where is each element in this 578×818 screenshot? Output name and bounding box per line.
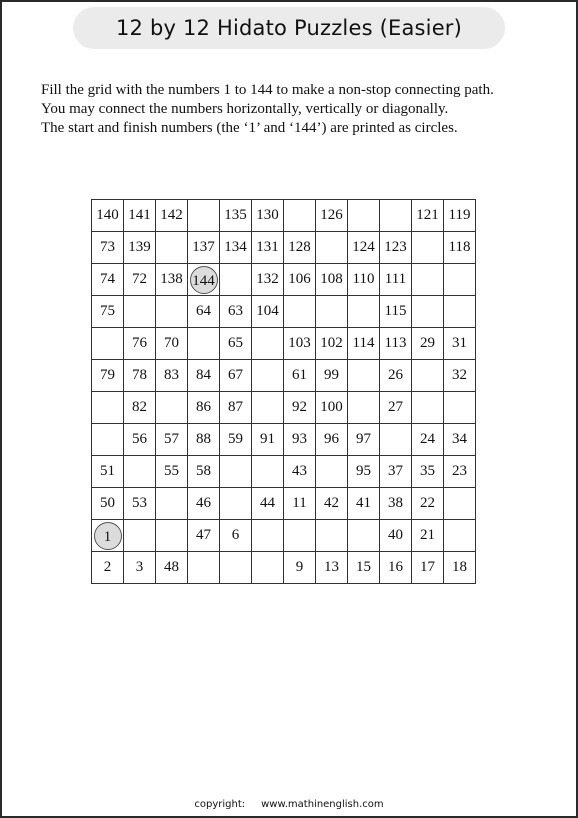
grid-cell-empty[interactable]: [124, 296, 156, 328]
cell-number: 132: [256, 271, 279, 287]
grid-cell-empty[interactable]: [156, 232, 188, 264]
cell-number: 17: [420, 559, 435, 575]
cell-number: 2: [103, 559, 112, 575]
grid-cell-given: [156, 200, 188, 232]
grid-cell-given: [348, 424, 380, 456]
cell-number: 115: [384, 303, 407, 319]
cell-number: 88: [196, 431, 211, 447]
cell-number: 87: [228, 399, 243, 415]
grid-cell-empty[interactable]: [124, 520, 156, 552]
grid-cell-given: [316, 392, 348, 424]
grid-row: [92, 456, 476, 488]
grid-cell-given: [252, 296, 284, 328]
grid-cell-empty[interactable]: [444, 520, 476, 552]
grid-cell-given: [412, 424, 444, 456]
cell-number: 59: [228, 431, 243, 447]
cell-number: 113: [384, 335, 407, 351]
circled-number: 1: [94, 522, 122, 550]
grid-cell-given: [252, 232, 284, 264]
cell-number: 123: [384, 239, 407, 255]
grid-cell-empty[interactable]: [252, 552, 284, 584]
grid-cell-given: [92, 456, 124, 488]
cell-number: 40: [388, 527, 403, 543]
cell-number: 95: [356, 463, 371, 479]
grid-cell-empty[interactable]: [348, 360, 380, 392]
cell-number: 76: [132, 335, 147, 351]
cell-number: 58: [196, 463, 211, 479]
cell-number: 15: [356, 559, 371, 575]
cell-number: 73: [100, 239, 115, 255]
grid-cell-given: [220, 328, 252, 360]
cell-number: 103: [288, 335, 311, 351]
cell-number: 67: [228, 367, 243, 383]
grid-cell-given: [92, 264, 124, 296]
cell-number: 104: [256, 303, 279, 319]
grid-cell-empty[interactable]: [188, 200, 220, 232]
grid-cell-given: [412, 552, 444, 584]
cell-number: 21: [420, 527, 435, 543]
cell-number: 83: [164, 367, 179, 383]
cell-number: 79: [100, 367, 115, 383]
grid-cell-given: [284, 360, 316, 392]
grid-cell-given: [252, 264, 284, 296]
grid-cell-empty[interactable]: [444, 264, 476, 296]
grid-cell-given: [220, 424, 252, 456]
grid-cell-given: [412, 520, 444, 552]
grid-cell-given: [348, 232, 380, 264]
grid-cell-given: [124, 264, 156, 296]
cell-number: 75: [100, 303, 115, 319]
grid-cell-given: [188, 360, 220, 392]
instruction-line: The start and finish numbers (the ‘1’ and ‘144’) are printed as circles.: [41, 120, 458, 136]
cell-number: 35: [420, 463, 435, 479]
grid-cell-given: [348, 552, 380, 584]
grid-cell-empty[interactable]: [284, 200, 316, 232]
grid-cell-empty[interactable]: [444, 296, 476, 328]
grid-cell-given: [220, 200, 252, 232]
grid-cell-empty[interactable]: [444, 392, 476, 424]
cell-number: 135: [224, 207, 247, 223]
grid-cell-empty[interactable]: [412, 296, 444, 328]
grid-cell-given: [188, 488, 220, 520]
grid-row: [92, 424, 476, 456]
cell-number: 34: [452, 431, 467, 447]
grid-cell-given: [380, 264, 412, 296]
cell-number: 22: [420, 495, 435, 511]
grid-cell-empty[interactable]: [220, 488, 252, 520]
grid-cell-empty[interactable]: [348, 296, 380, 328]
cell-number: 106: [288, 271, 311, 287]
grid-cell-empty[interactable]: [252, 392, 284, 424]
grid-cell-given: [188, 456, 220, 488]
grid-cell-given: [188, 424, 220, 456]
grid-cell-given: [124, 552, 156, 584]
cell-number: 18: [452, 559, 467, 575]
cell-number: 140: [96, 207, 119, 223]
grid-cell-given: [156, 456, 188, 488]
cell-number: 108: [320, 271, 343, 287]
cell-number: 50: [100, 495, 115, 511]
grid-cell-given: [284, 264, 316, 296]
cell-number: 51: [100, 463, 115, 479]
cell-number: 124: [352, 239, 375, 255]
grid-cell-empty[interactable]: [316, 456, 348, 488]
grid-cell-given: [220, 520, 252, 552]
grid-cell-empty[interactable]: [412, 360, 444, 392]
cell-number: 27: [388, 399, 403, 415]
grid-cell-empty[interactable]: [252, 360, 284, 392]
cell-number: 55: [164, 463, 179, 479]
hidato-grid: [91, 199, 476, 584]
cell-number: 61: [292, 367, 307, 383]
circled-number: 144: [190, 266, 218, 294]
cell-number: 141: [128, 207, 151, 223]
cell-number: 63: [228, 303, 243, 319]
grid-cell-given: [316, 424, 348, 456]
grid-cell-given: [124, 232, 156, 264]
cell-number: 82: [132, 399, 147, 415]
cell-number: 53: [132, 495, 147, 511]
grid-cell-given: [124, 328, 156, 360]
grid-cell-given: [124, 200, 156, 232]
grid-cell-empty[interactable]: [92, 424, 124, 456]
grid-cell-given: [380, 392, 412, 424]
grid-cell-given: [348, 264, 380, 296]
grid-cell-given: [380, 232, 412, 264]
grid-cell-given: [252, 424, 284, 456]
grid-cell-empty[interactable]: [156, 520, 188, 552]
grid-cell-given: [284, 456, 316, 488]
cell-number: 131: [256, 239, 279, 255]
grid-row: [92, 360, 476, 392]
grid-cell-given: [348, 328, 380, 360]
cell-number: 99: [324, 367, 339, 383]
grid-cell-given: [444, 456, 476, 488]
grid-cell-given: [124, 424, 156, 456]
cell-number: 74: [100, 271, 115, 287]
grid-row: [92, 552, 476, 584]
grid-cell-empty[interactable]: [412, 232, 444, 264]
grid-cell-empty[interactable]: [412, 264, 444, 296]
grid-cell-given: [284, 424, 316, 456]
grid-cell-empty[interactable]: [220, 552, 252, 584]
grid-cell-given: [316, 200, 348, 232]
cell-number: 24: [420, 431, 435, 447]
grid-cell-given: [316, 328, 348, 360]
cell-number: 31: [452, 335, 467, 351]
grid-cell-given: [316, 552, 348, 584]
grid-row: [92, 328, 476, 360]
cell-number: 100: [320, 399, 343, 415]
grid-cell-given: [284, 392, 316, 424]
grid-cell-given: [284, 232, 316, 264]
cell-number: 38: [388, 495, 403, 511]
grid-cell-empty[interactable]: [316, 520, 348, 552]
cell-number: 13: [324, 559, 339, 575]
grid-row: [92, 488, 476, 520]
instructions: [41, 81, 561, 138]
grid-cell-given: [124, 360, 156, 392]
grid-cell-given: [188, 296, 220, 328]
grid-cell-given: [220, 296, 252, 328]
grid-cell-given: [156, 424, 188, 456]
grid-cell-given: [188, 232, 220, 264]
grid-cell-empty[interactable]: [380, 200, 412, 232]
grid-cell-empty[interactable]: [124, 456, 156, 488]
cell-number: 78: [132, 367, 147, 383]
grid-cell-given: [380, 488, 412, 520]
grid-cell-empty[interactable]: [156, 488, 188, 520]
cell-number: 111: [384, 271, 407, 287]
grid-cell-empty[interactable]: [284, 520, 316, 552]
cell-number: 9: [295, 559, 304, 575]
cell-number: 126: [320, 207, 343, 223]
cell-number: 70: [164, 335, 179, 351]
grid-cell-given: [348, 488, 380, 520]
cell-number: 41: [356, 495, 371, 511]
cell-number: 91: [260, 431, 275, 447]
cell-number: 114: [352, 335, 375, 351]
cell-number: 84: [196, 367, 211, 383]
grid-cell-given: [252, 200, 284, 232]
title-text: 12 by 12 Hidato Puzzles (Easier): [115, 16, 463, 40]
grid-cell-empty[interactable]: [380, 424, 412, 456]
grid-cell-given: [348, 456, 380, 488]
grid-cell-empty[interactable]: [220, 456, 252, 488]
grid-cell-given: [92, 200, 124, 232]
grid-cell-given: [92, 488, 124, 520]
grid-cell-given: [412, 200, 444, 232]
grid-cell-given: [444, 424, 476, 456]
copyright-site: www.mathinenglish.com: [261, 799, 384, 810]
grid-cell-given: [284, 488, 316, 520]
grid-cell-given: [156, 328, 188, 360]
grid-cell-empty[interactable]: [348, 392, 380, 424]
grid-cell-given: [124, 488, 156, 520]
grid-cell-empty[interactable]: [444, 488, 476, 520]
grid-cell-given: [316, 488, 348, 520]
cell-number: 134: [224, 239, 247, 255]
cell-number: 37: [388, 463, 403, 479]
cell-number: 11: [292, 495, 307, 511]
cell-number: 44: [260, 495, 275, 511]
grid-cell-empty[interactable]: [92, 328, 124, 360]
cell-number: 46: [196, 495, 211, 511]
cell-number: 56: [132, 431, 147, 447]
cell-number: 102: [320, 335, 343, 351]
cell-number: 72: [132, 271, 147, 287]
grid-cell-given: [380, 552, 412, 584]
grid-cell-given: [444, 552, 476, 584]
cell-number: 43: [292, 463, 307, 479]
grid-cell-given: [188, 392, 220, 424]
grid-cell-given: [220, 360, 252, 392]
grid-row: [92, 296, 476, 328]
cell-number: 142: [160, 207, 183, 223]
grid-cell-given: [412, 328, 444, 360]
footer: [0, 799, 578, 810]
cell-number: 128: [288, 239, 311, 255]
cell-number: 65: [228, 335, 243, 351]
grid-cell-given: [220, 392, 252, 424]
cell-number: 121: [416, 207, 439, 223]
grid-cell-given: [92, 296, 124, 328]
cell-number: 23: [452, 463, 467, 479]
grid-cell-given: [92, 360, 124, 392]
grid-row: [92, 520, 476, 552]
grid-cell-given: [380, 360, 412, 392]
cell-number: 130: [256, 207, 279, 223]
grid-cell-given: [220, 232, 252, 264]
grid-cell-empty[interactable]: [252, 456, 284, 488]
grid-cell-empty[interactable]: [188, 552, 220, 584]
grid-cell-given: [92, 520, 124, 552]
cell-number: 86: [196, 399, 211, 415]
cell-number: 16: [388, 559, 403, 575]
cell-number: 26: [388, 367, 403, 383]
grid-cell-empty[interactable]: [252, 520, 284, 552]
cell-number: 137: [192, 239, 215, 255]
grid-cell-given: [444, 232, 476, 264]
grid-cell-given: [156, 552, 188, 584]
instruction-line: You may connect the numbers horizontally, vertically or diagonally.: [41, 101, 449, 117]
grid-cell-empty[interactable]: [252, 328, 284, 360]
cell-number: 42: [324, 495, 339, 511]
grid-cell-given: [412, 456, 444, 488]
grid-cell-given: [316, 360, 348, 392]
grid-cell-given: [156, 264, 188, 296]
grid-cell-empty[interactable]: [188, 328, 220, 360]
grid-cell-given: [188, 520, 220, 552]
grid-cell-given: [412, 488, 444, 520]
grid-cell-empty[interactable]: [156, 392, 188, 424]
grid-cell-given: [284, 552, 316, 584]
grid-cell-given: [380, 296, 412, 328]
grid-row: [92, 264, 476, 296]
grid-cell-given: [380, 328, 412, 360]
worksheet-title: [73, 7, 505, 49]
grid-cell-empty[interactable]: [316, 232, 348, 264]
grid-row: [92, 232, 476, 264]
grid-row: [92, 392, 476, 424]
cell-number: 48: [164, 559, 179, 575]
grid-cell-empty[interactable]: [316, 296, 348, 328]
cell-number: 96: [324, 431, 339, 447]
grid-cell-empty[interactable]: [348, 520, 380, 552]
grid-cell-empty[interactable]: [92, 392, 124, 424]
grid-cell-empty[interactable]: [220, 264, 252, 296]
grid-cell-given: [380, 456, 412, 488]
cell-number: 139: [128, 239, 151, 255]
grid-cell-empty[interactable]: [412, 392, 444, 424]
cell-number: 47: [196, 527, 211, 543]
grid-cell-given: [380, 520, 412, 552]
cell-number: 97: [356, 431, 371, 447]
cell-number: 92: [292, 399, 307, 415]
grid-cell-given: [124, 392, 156, 424]
cell-number: 3: [135, 559, 144, 575]
grid-cell-given: [92, 552, 124, 584]
grid-cell-empty[interactable]: [156, 296, 188, 328]
grid-row: [92, 200, 476, 232]
copyright-label: copyright:: [194, 799, 246, 810]
cell-number: 138: [160, 271, 183, 287]
grid-cell-given: [316, 264, 348, 296]
grid-cell-given: [92, 232, 124, 264]
grid-cell-given: [284, 328, 316, 360]
cell-number: 119: [448, 207, 471, 223]
grid-cell-empty[interactable]: [348, 200, 380, 232]
instruction-line: Fill the grid with the numbers 1 to 144 to make a non-stop connecting path.: [41, 82, 494, 98]
grid-cell-given: [444, 328, 476, 360]
cell-number: 110: [352, 271, 375, 287]
cell-number: 6: [231, 527, 240, 543]
cell-number: 32: [452, 367, 467, 383]
grid-cell-given: [444, 360, 476, 392]
cell-number: 29: [420, 335, 435, 351]
grid-cell-given: [252, 488, 284, 520]
cell-number: 118: [448, 239, 471, 255]
cell-number: 93: [292, 431, 307, 447]
grid-cell-given: [156, 360, 188, 392]
cell-number: 57: [164, 431, 179, 447]
grid-cell-given: [188, 264, 220, 296]
cell-number: 64: [196, 303, 211, 319]
grid-cell-given: [444, 200, 476, 232]
grid-cell-empty[interactable]: [284, 296, 316, 328]
